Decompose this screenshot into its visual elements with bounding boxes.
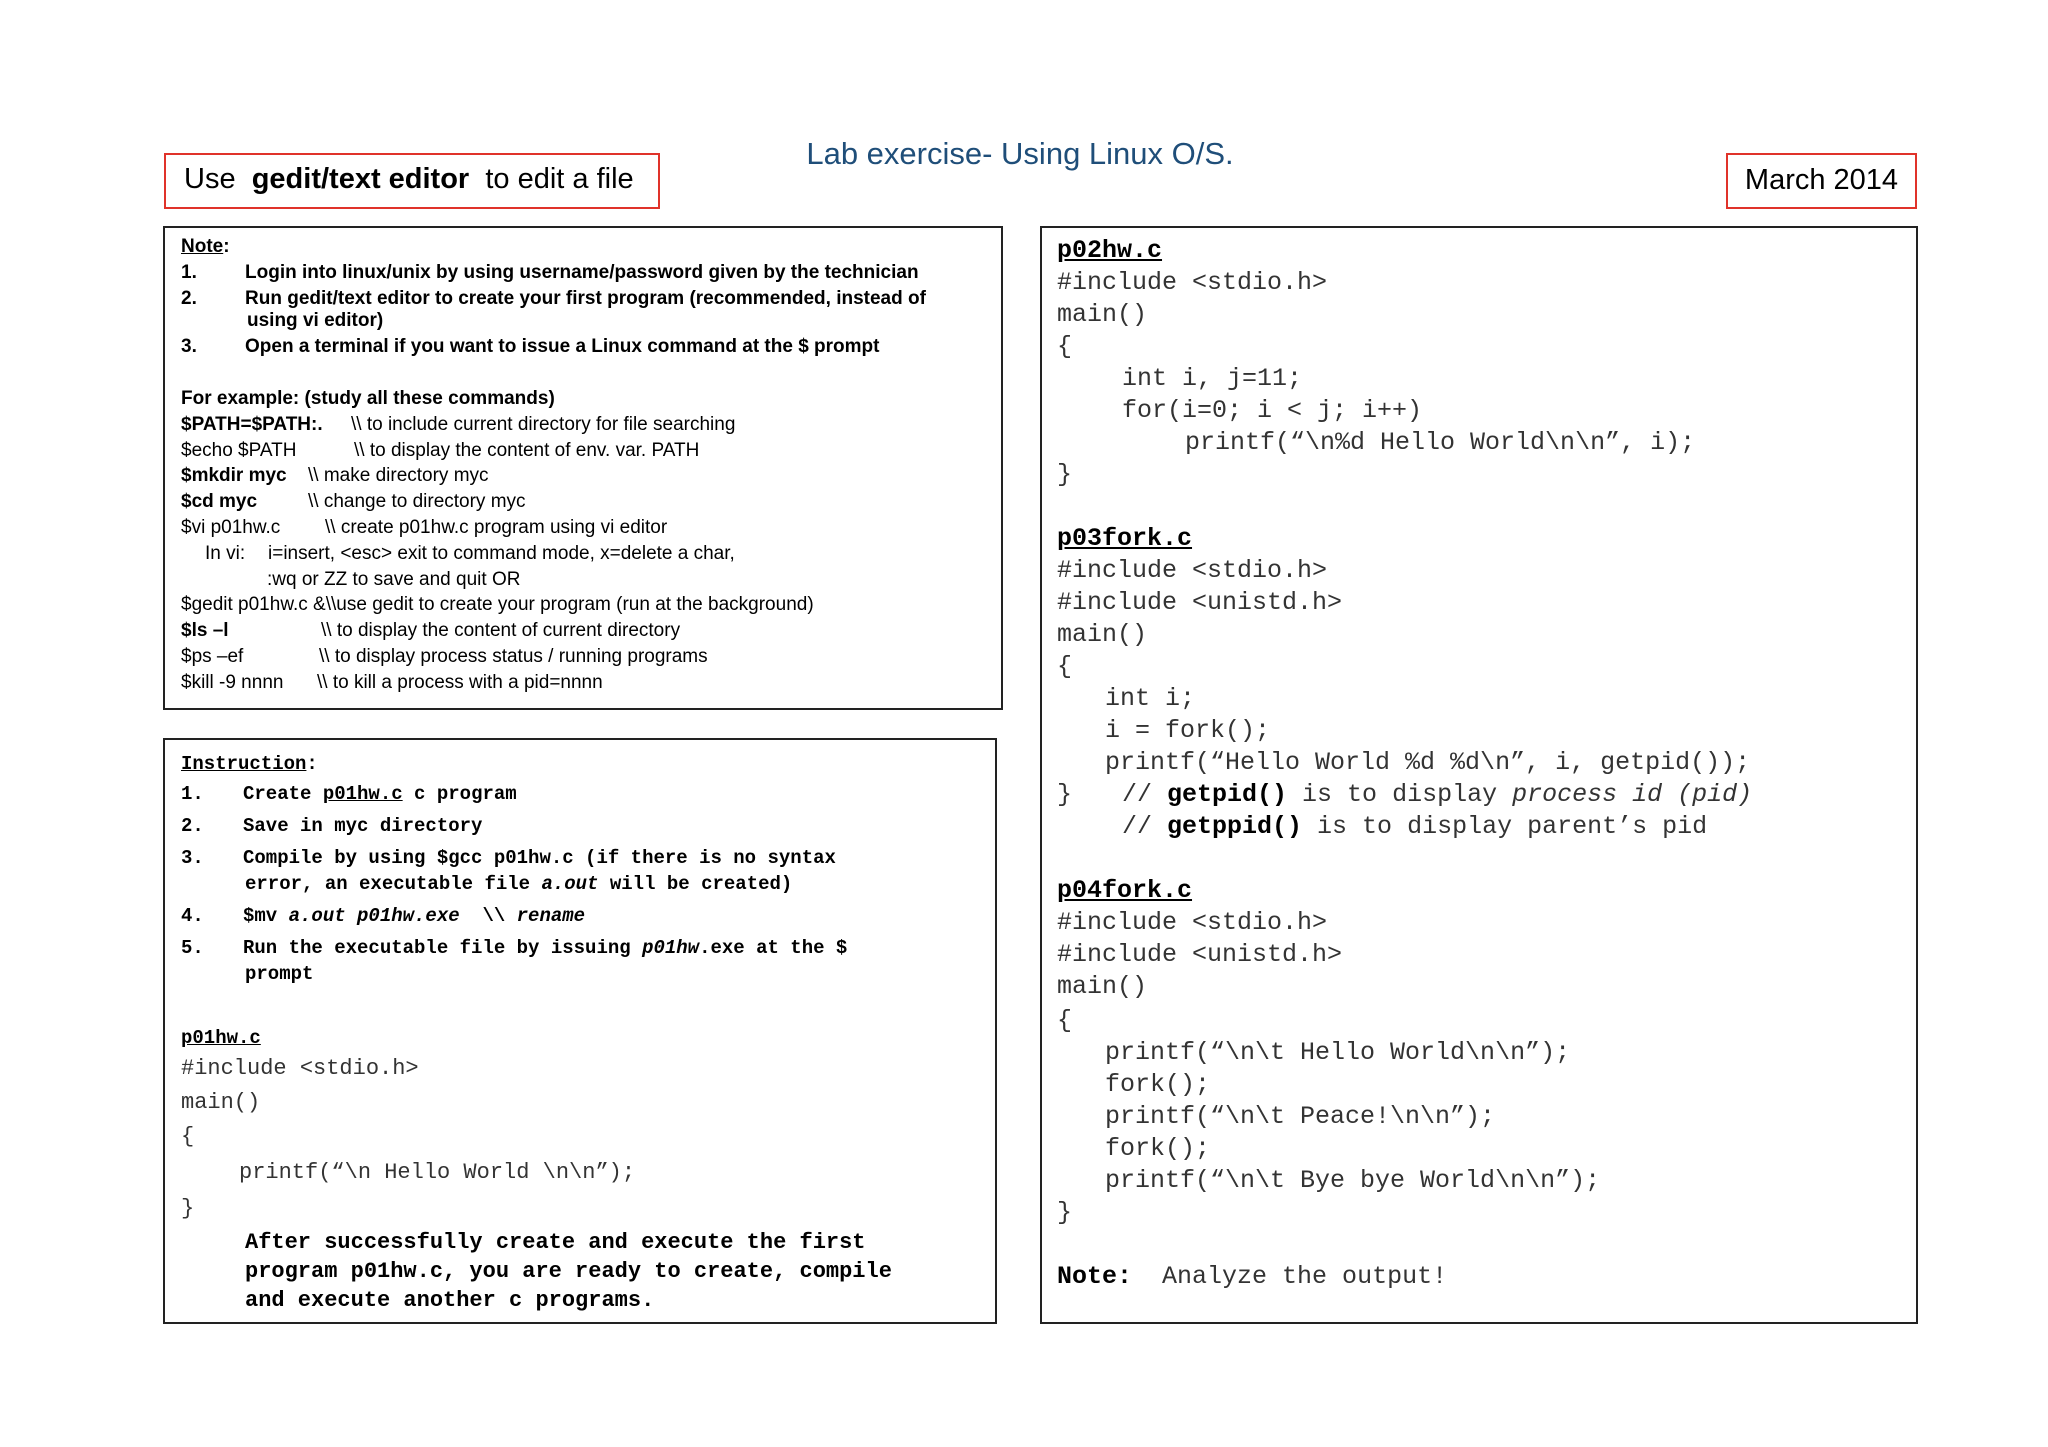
editor-hint-suffix: to edit a file — [485, 163, 634, 195]
command-line: $echo $PATH \\ to display the content of env. var. PATH — [181, 440, 700, 461]
code-line: main() — [1057, 300, 1148, 329]
command-line: $cd myc \\ change to directory myc — [181, 491, 526, 512]
closing-line: After successfully create and execute the first — [245, 1230, 866, 1255]
p03-file-name: p03fork.c — [1057, 524, 1193, 553]
code-line: #include <stdio.h> — [1057, 556, 1328, 585]
date-box: March 2014 — [1726, 153, 1917, 209]
analyze-note: Note: Analyze the output! — [1057, 1262, 1448, 1291]
p01-file-name: p01hw.c — [181, 1027, 261, 1049]
command-line: $vi p01hw.c \\ create p01hw.c program using vi editor — [181, 517, 668, 538]
note-item: 2. Run gedit/text editor to create your first program (recommended, instead of — [181, 288, 926, 309]
code-line: printf(“\n Hello World \n\n”); — [239, 1160, 636, 1185]
closing-line: program p01hw.c, you are ready to create, compile — [245, 1259, 892, 1284]
example-heading: For example: (study all these commands) — [181, 388, 555, 409]
code-line: { — [1057, 652, 1073, 681]
code-line: #include <stdio.h> — [1057, 268, 1328, 297]
instruction-step-continuation: prompt — [245, 963, 314, 985]
code-line: } — [1057, 1198, 1073, 1227]
code-line: int i; — [1105, 684, 1196, 713]
comment-line: // getpid() is to display process id (pid) — [1122, 780, 1753, 809]
code-line: } — [1057, 460, 1073, 489]
command-line: $kill -9 nnnn \\ to kill a process with a pid=nnnn — [181, 672, 603, 693]
code-line: i = fork(); — [1105, 716, 1271, 745]
editor-hint-box — [164, 153, 660, 209]
p04-file-name: p04fork.c — [1057, 876, 1193, 905]
code-line: { — [181, 1124, 195, 1149]
comment-line: // getppid() is to display parent’s pid — [1122, 812, 1708, 841]
editor-hint-prefix: Use — [184, 163, 236, 195]
instruction-step: 5. Run the executable file by issuing p01hw.exe at the $ — [181, 937, 848, 959]
instruction-step: 1. Create p01hw.c c program — [181, 783, 517, 805]
page-title: Lab exercise- Using Linux O/S. — [806, 136, 1234, 171]
p02-file-name: p02hw.c — [1057, 236, 1163, 265]
code-line: #include <unistd.h> — [1057, 940, 1343, 969]
code-line: #include <stdio.h> — [1057, 908, 1328, 937]
note-item-continuation: using vi editor) — [247, 310, 384, 331]
code-line: } — [1057, 780, 1073, 809]
programs-box — [1040, 226, 1918, 1324]
code-line: main() — [181, 1090, 261, 1115]
instruction-heading-line: Instruction: — [181, 753, 318, 775]
editor-hint-bold: gedit/text editor — [251, 163, 470, 195]
command-line: :wq or ZZ to save and quit OR — [267, 569, 521, 590]
note-heading: Note — [181, 236, 224, 257]
instruction-step: 2. Save in myc directory — [181, 815, 483, 837]
code-line: for(i=0; i < j; i++) — [1122, 396, 1423, 425]
code-line: } — [181, 1196, 195, 1221]
command-line: $ps –ef \\ to display process status / running programs — [181, 646, 708, 667]
code-line: #include <unistd.h> — [1057, 588, 1343, 617]
code-line: printf(“\n%d Hello World\n\n”, i); — [1185, 428, 1696, 457]
command-line: $mkdir myc \\ make directory myc — [181, 465, 489, 486]
command-line: In vi: i=insert, <esc> exit to command mode, x=delete a char, — [205, 543, 735, 564]
code-line: printf(“\n\t Hello World\n\n”); — [1105, 1038, 1571, 1067]
instruction-heading: Instruction — [181, 753, 307, 775]
closing-line: and execute another c programs. — [245, 1288, 655, 1313]
instruction-box — [163, 738, 997, 1324]
code-line: main() — [1057, 972, 1148, 1001]
code-line: #include <stdio.h> — [181, 1056, 419, 1081]
command-line: $PATH=$PATH:. \\ to include current directory for file searching — [181, 414, 736, 435]
command-line: $gedit p01hw.c &\\use gedit to create your program (run at the background) — [181, 594, 814, 615]
note-item: 1. Login into linux/unix by using username/password given by the technician — [181, 262, 919, 283]
code-line: { — [1057, 1006, 1073, 1035]
code-line: fork(); — [1105, 1134, 1211, 1163]
code-line: printf(“\n\t Peace!\n\n”); — [1105, 1102, 1496, 1131]
code-line: main() — [1057, 620, 1148, 649]
instruction-step: 3. Compile by using $gcc p01hw.c (if there is no syntax — [181, 847, 836, 869]
instruction-step-continuation: error, an executable file a.out will be created) — [245, 873, 793, 895]
code-line: int i, j=11; — [1122, 364, 1303, 393]
instruction-step: 4. $mv a.out p01hw.exe \\ rename — [181, 905, 586, 927]
note-heading-line: Note: — [181, 236, 230, 257]
note-box — [163, 226, 1003, 710]
note-item: 3. Open a terminal if you want to issue a Linux command at the $ prompt — [181, 336, 880, 357]
code-line: printf(“Hello World %d %d\n”, i, getpid()); — [1105, 748, 1751, 777]
code-line: { — [1057, 332, 1073, 361]
command-line: $ls –l \\ to display the content of current directory — [181, 620, 681, 641]
code-line: printf(“\n\t Bye bye World\n\n”); — [1105, 1166, 1601, 1195]
code-line: fork(); — [1105, 1070, 1211, 1099]
